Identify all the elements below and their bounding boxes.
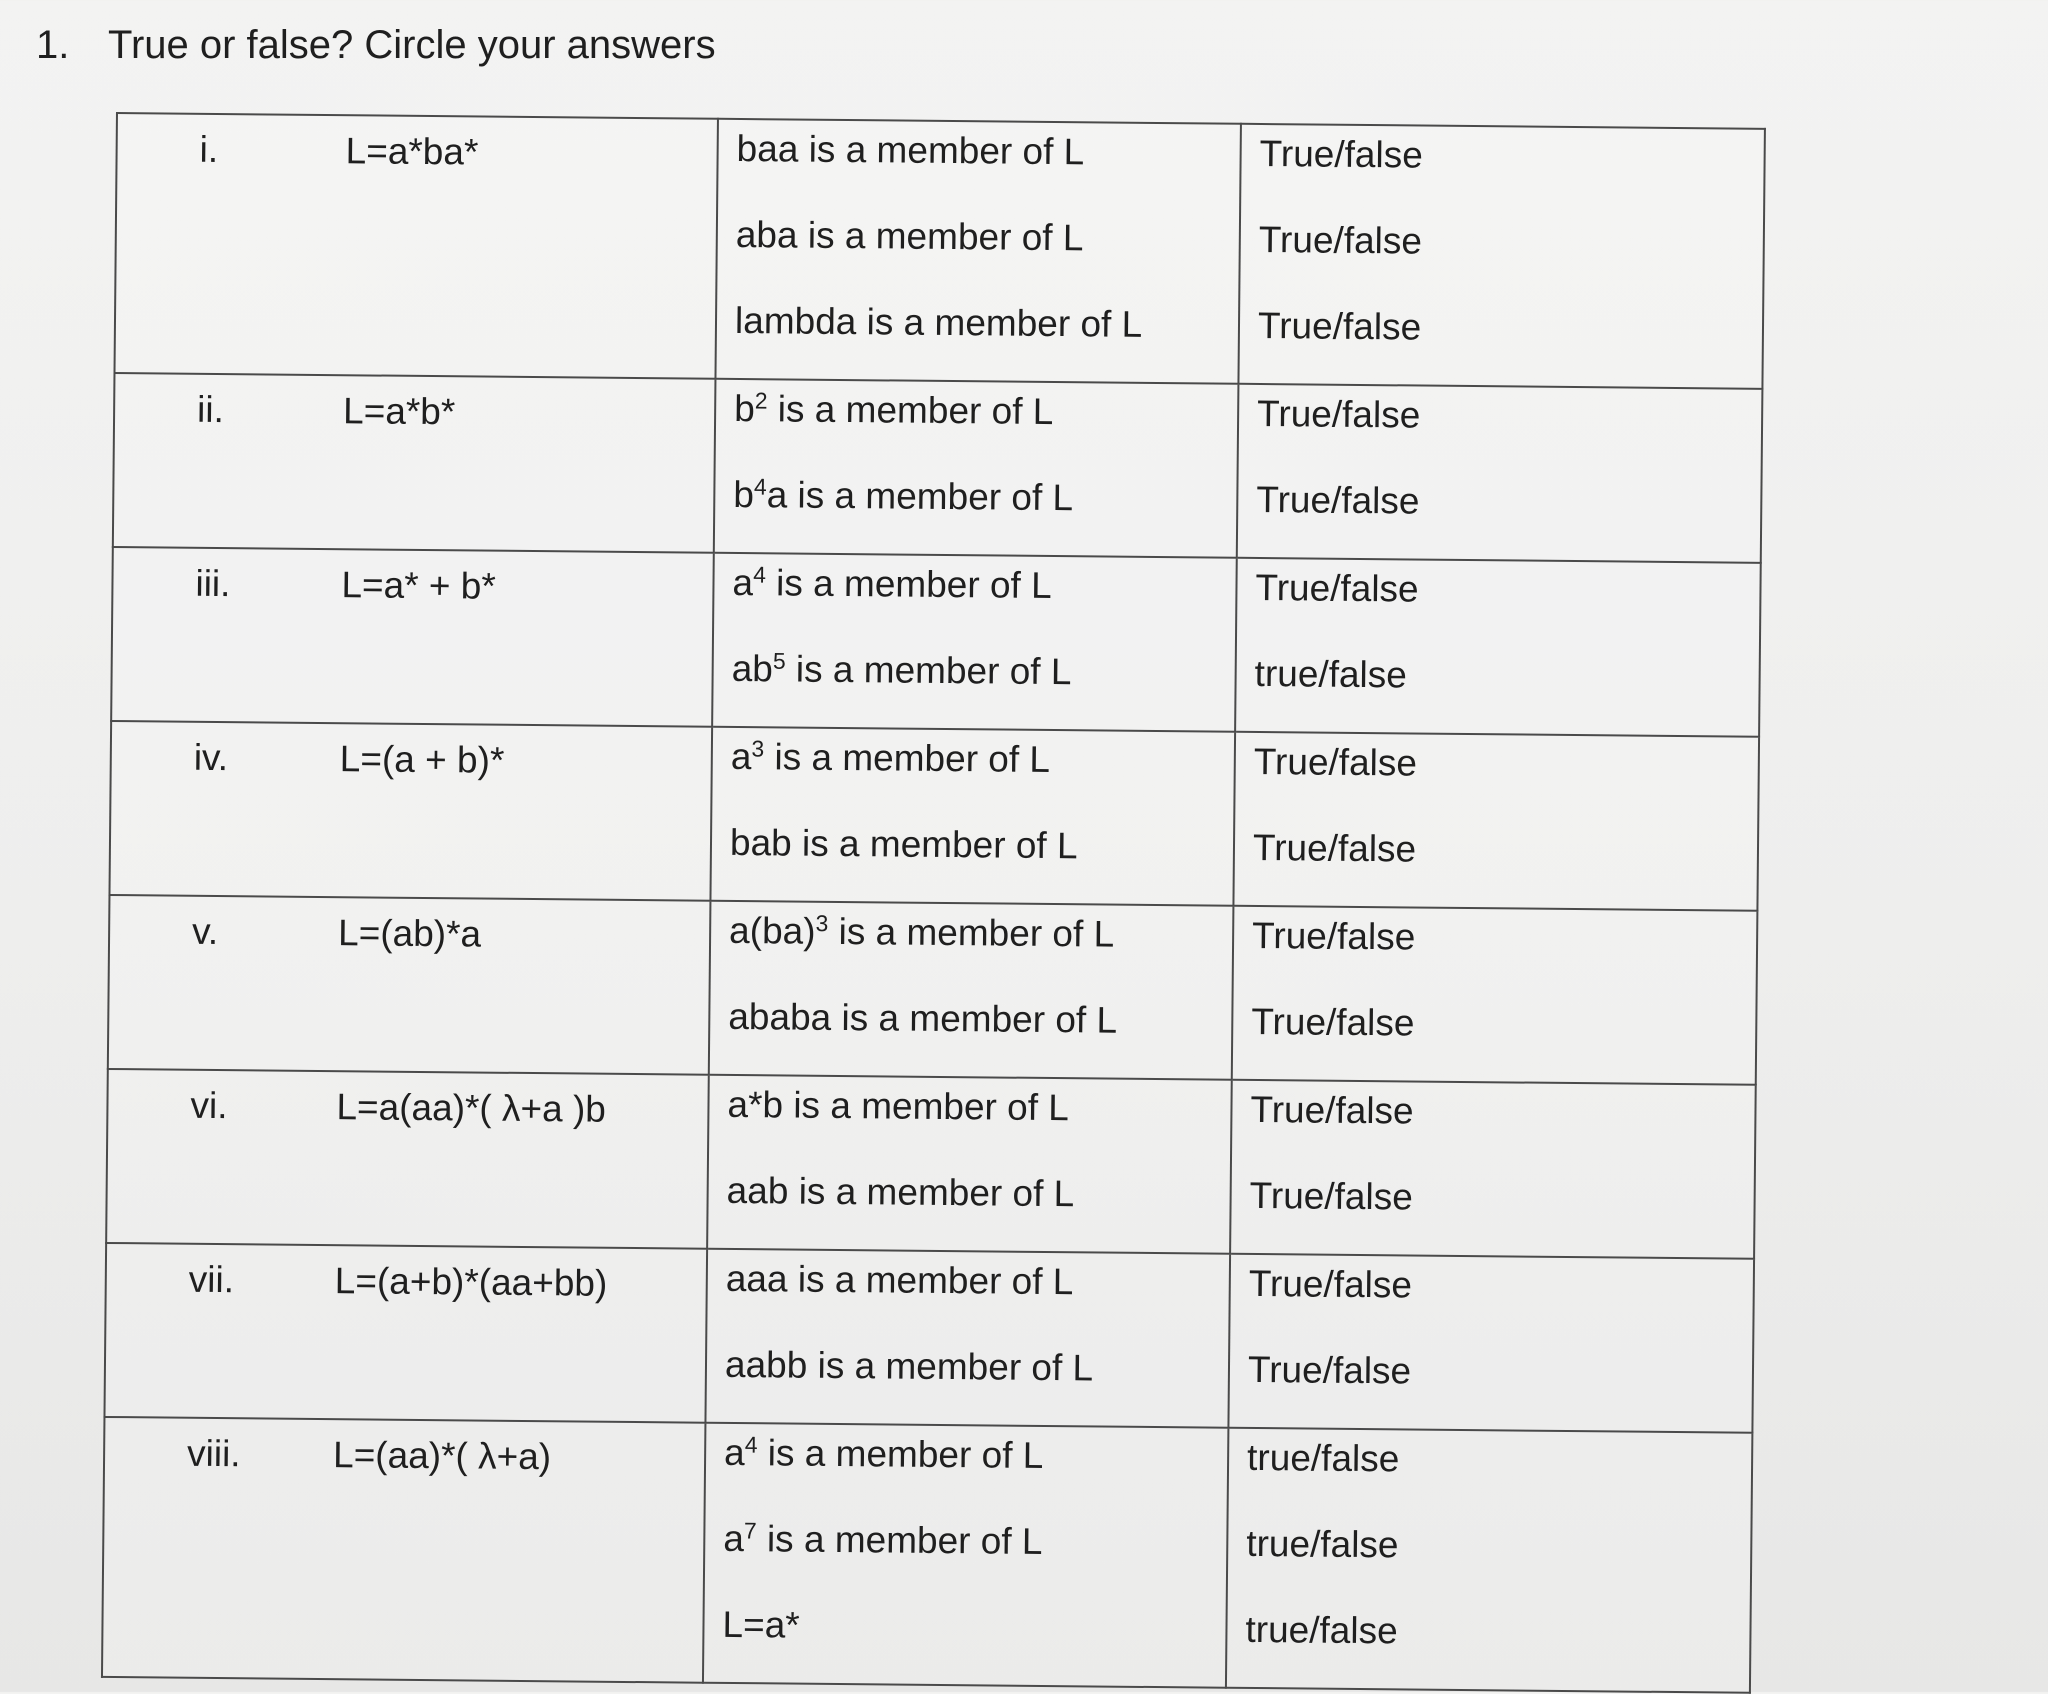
statement-suffix: is a member of L [756, 1518, 1042, 1562]
statement-text: a [731, 736, 752, 777]
statement-exponent: 4 [753, 562, 766, 588]
language-cell [109, 721, 712, 901]
answer-choice[interactable]: True/false [1234, 819, 1757, 908]
answer-choice[interactable]: True/false [1238, 471, 1761, 560]
row-numeral: viii. [187, 1433, 241, 1476]
table-row-vii [104, 1243, 1754, 1433]
statement [716, 380, 1238, 471]
language-wrap [116, 114, 717, 378]
statement [716, 292, 1238, 381]
answer-choice[interactable]: true/false [1228, 1515, 1751, 1606]
answer-cell [1228, 1254, 1754, 1433]
statement [713, 640, 1235, 729]
answer-cell [1230, 1080, 1756, 1259]
statement [707, 1250, 1229, 1341]
statement-text: a [723, 1518, 744, 1559]
question-number: 1. [36, 20, 108, 70]
statement-text: aaa is a member of L [726, 1258, 1074, 1302]
statement-cell [714, 379, 1239, 558]
row-numeral: iii. [195, 563, 230, 605]
statement [714, 554, 1236, 645]
statement-text: a*b is a member of L [727, 1084, 1069, 1128]
answer-choice[interactable]: true/false [1236, 645, 1759, 734]
answer-choice[interactable]: True/false [1235, 733, 1758, 824]
language-wrap [112, 548, 713, 726]
answer-choice[interactable]: True/false [1232, 1081, 1755, 1172]
language-cell [102, 1417, 705, 1683]
language-expression: L=a(aa)*( λ+a )b [336, 1086, 606, 1131]
statement [706, 1336, 1228, 1425]
language-expression: L=(a+b)*(aa+bb) [335, 1260, 608, 1305]
statement-text: a [724, 1432, 745, 1473]
answer-choice[interactable]: true/false [1227, 1601, 1750, 1690]
statement-exponent: 3 [751, 736, 764, 762]
answer-choice[interactable]: True/false [1239, 385, 1762, 476]
statement-suffix: is a member of L [764, 736, 1050, 780]
statement [705, 1510, 1227, 1601]
statement-exponent: 2 [755, 388, 768, 414]
answer-cell [1235, 558, 1761, 737]
statement-exponent: 4 [745, 1431, 758, 1457]
statement-text: L=a* [722, 1604, 800, 1646]
statement-cell [705, 1249, 1230, 1428]
statement [706, 1424, 1228, 1515]
row-numeral: vi. [190, 1085, 227, 1127]
language-wrap [105, 1244, 706, 1422]
table-row-iv [109, 721, 1759, 911]
answer-choice[interactable]: True/false [1231, 1167, 1754, 1256]
language-wrap [110, 722, 711, 900]
answer-choice[interactable]: True/false [1240, 211, 1763, 302]
language-wrap [107, 1070, 708, 1248]
language-cell [108, 895, 711, 1075]
answer-choice[interactable]: True/false [1234, 907, 1757, 998]
statement-text: aabb is a member of L [725, 1344, 1094, 1389]
language-cell [113, 373, 716, 553]
statement-cell [703, 1423, 1228, 1688]
statement-suffix: is a member of L [785, 648, 1071, 692]
true-false-table [101, 112, 1766, 1694]
statement [715, 466, 1237, 555]
table-row-i [114, 113, 1764, 389]
answer-choice[interactable]: True/false [1233, 993, 1756, 1082]
answer-cell [1237, 384, 1763, 563]
statement-suffix: is a member of L [828, 911, 1114, 955]
statement-exponent: 5 [773, 648, 786, 674]
answer-choice[interactable]: true/false [1229, 1429, 1752, 1520]
answer-choice[interactable]: True/false [1229, 1341, 1752, 1430]
statement-suffix: is a member of L [766, 562, 1052, 606]
statement-text: aba is a member of L [736, 214, 1084, 258]
statement-text: ababa is a member of L [728, 996, 1117, 1041]
answer-choice[interactable]: True/false [1237, 559, 1760, 650]
statement-text: lambda is a member of L [735, 300, 1143, 345]
statement-cell [715, 119, 1240, 384]
language-wrap [109, 896, 710, 1074]
table-row-iii [111, 547, 1761, 737]
row-numeral: ii. [197, 389, 224, 431]
answer-cell [1238, 124, 1764, 389]
statement-text: aab is a member of L [726, 1170, 1074, 1214]
answer-cell [1226, 1428, 1752, 1693]
statement-cell [710, 727, 1235, 906]
statement-text: ab [731, 648, 773, 689]
statement-exponent: 7 [744, 1517, 757, 1543]
statement-text: a [732, 562, 753, 603]
statement-cell [712, 553, 1237, 732]
language-cell [111, 547, 714, 727]
answer-cell [1233, 732, 1759, 911]
statement [708, 1162, 1230, 1251]
statement-cell [709, 901, 1234, 1080]
statement [712, 728, 1234, 819]
statement-suffix: is a member of L [767, 388, 1053, 432]
language-expression: L=a*b* [343, 390, 456, 433]
table-row-ii [113, 373, 1763, 563]
row-numeral: iv. [194, 737, 229, 779]
language-expression: L=a* + b* [341, 564, 496, 607]
answer-choice[interactable]: True/false [1239, 297, 1762, 386]
statement [709, 1076, 1231, 1167]
table-row-v [108, 895, 1758, 1085]
statement-exponent: 3 [816, 910, 829, 936]
language-expression: L=(ab)*a [338, 912, 481, 955]
language-expression: L=(a + b)* [340, 738, 505, 782]
language-cell [104, 1243, 707, 1423]
statement [711, 902, 1233, 993]
statement-text: baa is a member of L [736, 128, 1084, 172]
table-row-viii [102, 1417, 1752, 1693]
table-row-vi [106, 1069, 1756, 1259]
language-cell [106, 1069, 709, 1249]
answer-choice[interactable]: True/false [1230, 1255, 1753, 1346]
statement-text: b [734, 388, 755, 429]
question-heading [36, 20, 716, 70]
statement [711, 814, 1233, 903]
statement [704, 1596, 1226, 1685]
statement-suffix: a is a member of L [767, 474, 1074, 518]
answer-choice[interactable]: True/false [1241, 125, 1764, 216]
statement-suffix: is a member of L [757, 1432, 1043, 1476]
language-expression: L=(aa)*( λ+a) [333, 1434, 551, 1478]
statement-text: a(ba) [729, 910, 816, 952]
statement [717, 206, 1239, 297]
language-expression: L=a*ba* [345, 130, 478, 173]
answer-cell [1232, 906, 1758, 1085]
statement-text: bab is a member of L [730, 822, 1078, 866]
statement [718, 120, 1240, 211]
row-numeral: v. [192, 911, 218, 953]
statement-exponent: 4 [754, 474, 767, 500]
language-wrap [114, 374, 715, 552]
row-numeral: i. [199, 129, 218, 171]
statement [710, 988, 1232, 1077]
table-body [102, 113, 1765, 1693]
statement-cell [707, 1075, 1232, 1254]
row-numeral: vii. [189, 1259, 235, 1301]
question-text: True or false? Circle your answers [108, 23, 716, 67]
statement-text: b [733, 474, 754, 515]
language-cell [114, 113, 717, 379]
language-wrap [103, 1418, 704, 1682]
